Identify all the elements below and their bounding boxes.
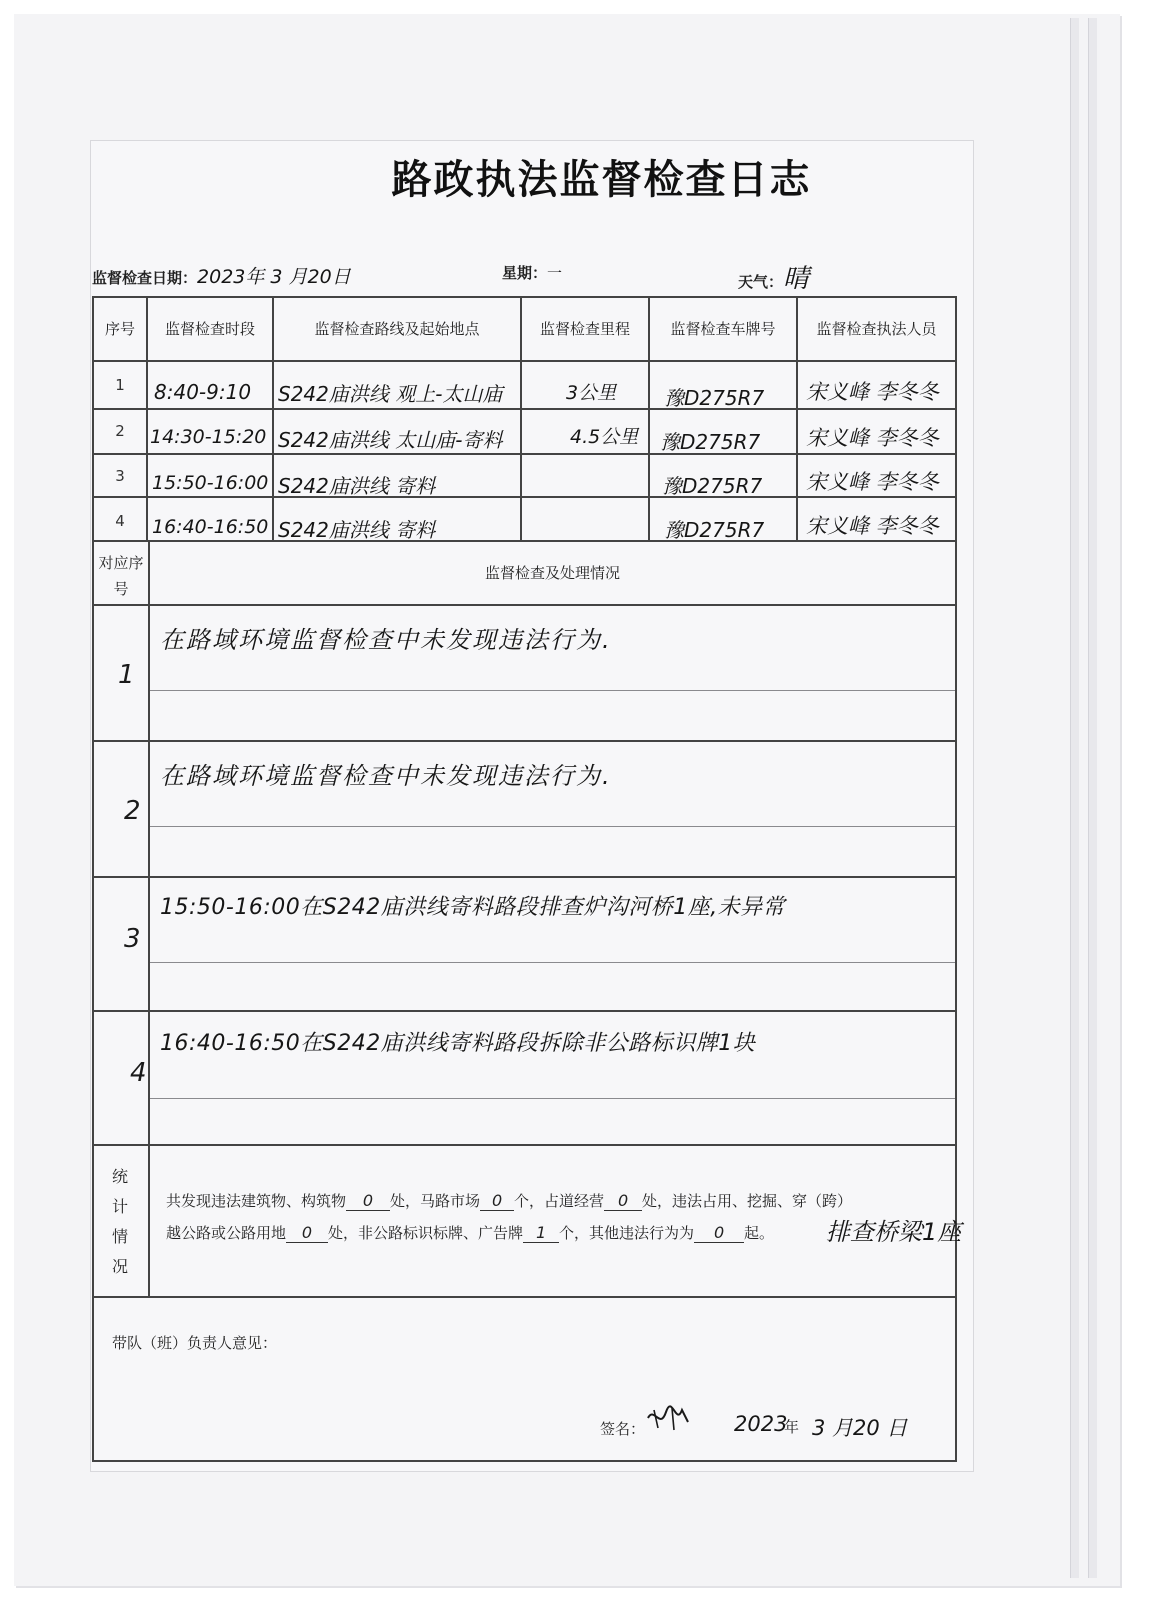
situation-title: 监督检查及处理情况 [484,564,620,582]
row-staff: 宋义峰 李冬冬 [806,514,939,538]
row-plate: 豫D275R7 [660,430,761,454]
page-edge [1070,18,1079,1578]
signature-mark [644,1402,694,1434]
situation-seq: 1 [118,660,135,690]
row-staff: 宋义峰 李冬冬 [806,470,939,494]
leader-opinion-label: 带队（班）负责人意见： [112,1334,278,1352]
form-area [90,140,974,1472]
situation-text: 15:50-16:00在S242庙洪线寄料路段排查炉沟河桥1座,未异常 [160,895,786,920]
signature-date: 3 月20 日 [812,1416,908,1440]
signature-label: 签名： [600,1420,646,1438]
row-route: S242庙洪线 寄料 [278,474,436,498]
statistics-line-1: 共发现违法建筑物、构筑物 0 处，马路市场 0 个，占道经营 0 处，违法占用、挖掘、穿（跨） [166,1191,853,1210]
header-seq: 序号 [104,320,135,338]
page-edge [1088,18,1097,1578]
situation-seq: 4 [130,1058,147,1088]
header-time: 监督检查时段 [164,320,255,338]
situation-seq: 2 [124,796,141,826]
row-route: S242庙洪线 太山庙-寄料 [278,428,503,452]
statistics-line-2: 越公路或公路用地 0 处，非公路标识标牌、广告牌 1 个，其他违法行为为 0 起。 [166,1223,775,1242]
statistics-note: 排查桥梁1座 [826,1218,962,1246]
row-route: S242庙洪线 观上-太山庙 [278,382,503,406]
header-plate: 监督检查车牌号 [670,320,776,338]
situation-text: 在路域环境监督检查中未发现违法行为. [160,626,612,654]
row-mileage: 4.5公里 [570,426,639,448]
header-route: 监督检查路线及起始地点 [314,320,480,338]
signature-year: 2023 [734,1412,788,1436]
row-seq: 2 [115,422,125,440]
row-mileage: 3公里 [566,382,617,404]
row-plate: 豫D275R7 [664,518,765,542]
weekday: 星期：一 [502,264,563,282]
row-staff: 宋义峰 李冬冬 [806,380,939,404]
document-title: 路政执法监督检查日志 [391,156,812,203]
row-plate: 豫D275R7 [664,386,765,410]
weather: 天气：晴 [738,264,810,294]
situation-text: 16:40-16:50在S242庙洪线寄料路段拆除非公路标识牌1块 [160,1031,756,1056]
row-time: 15:50-16:00 [152,472,269,494]
row-time: 14:30-15:20 [150,426,267,448]
inspection-date: 监督检查日期：2023年 3 月20日 [92,266,351,288]
situation-text: 在路域环境监督检查中未发现违法行为. [160,762,612,790]
row-staff: 宋义峰 李冬冬 [806,426,939,450]
row-plate: 豫D275R7 [662,474,763,498]
row-seq: 3 [115,467,125,485]
row-seq: 1 [115,376,125,394]
statistics-label: 统计情况 [111,1167,128,1276]
row-seq: 4 [115,512,125,530]
header-staff: 监督检查执法人员 [816,320,937,338]
row-route: S242庙洪线 寄料 [278,518,436,542]
row-time: 8:40-9:10 [154,380,252,404]
situation-seq-label: 对应序号 [98,554,144,598]
situation-seq: 3 [124,924,141,954]
signature-year-char: 年 [784,1418,800,1436]
header-mileage: 监督检查里程 [539,320,630,338]
row-time: 16:40-16:50 [152,516,269,538]
